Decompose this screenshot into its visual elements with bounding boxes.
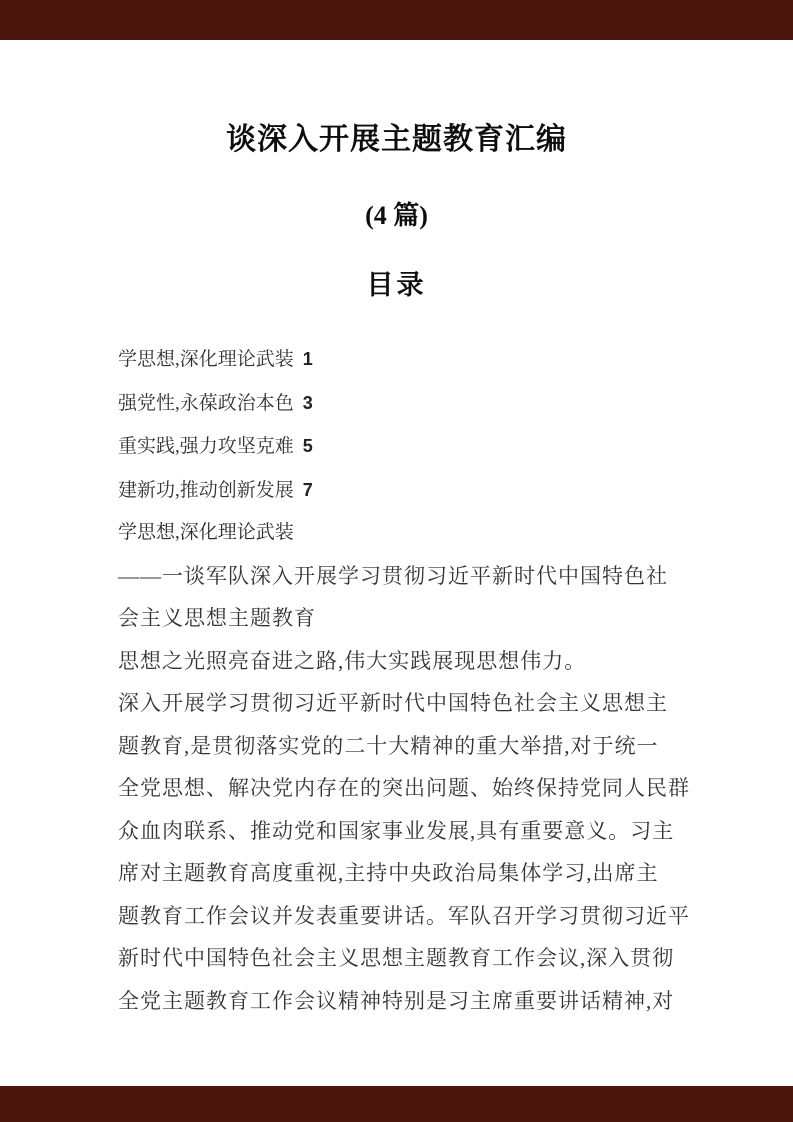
body-line: 席对主题教育高度重视,主持中央政治局集体学习,出席主 bbox=[118, 861, 659, 885]
top-border bbox=[0, 0, 793, 40]
article-lede: 思想之光照亮奋进之路,伟大实践展现思想伟力。 bbox=[118, 648, 587, 673]
toc-page-number: 5 bbox=[302, 436, 313, 456]
article-subtitle-line: 会主义思想主题教育 bbox=[118, 606, 316, 630]
toc-item bbox=[118, 469, 678, 513]
bottom-border bbox=[0, 1086, 793, 1122]
article-subtitle-line: ——一谈军队深入开展学习贯彻习近平新时代中国特色社 bbox=[118, 563, 668, 588]
body-line: 全党思想、解决党内存在的突出问题、始终保持党同人民群 bbox=[118, 776, 690, 800]
body-line: 深入开展学习贯彻习近平新时代中国特色社会主义思想主 bbox=[118, 691, 668, 715]
toc-item-title: 学思想,深化理论武装 bbox=[118, 349, 294, 370]
document-title: 谈深入开展主题教育汇编 bbox=[226, 123, 567, 156]
article-heading: 学思想,深化理论武装 bbox=[118, 522, 294, 543]
toc-item-title: 重实践,强力攻坚克难 bbox=[118, 436, 294, 457]
body-line: 全党主题教育工作会议精神特别是习主席重要讲话精神,对 bbox=[118, 988, 675, 1013]
toc-page-number: 1 bbox=[302, 349, 313, 369]
body-line: 众血肉联系、推动党和国家事业发展,具有重要意义。习主 bbox=[118, 818, 675, 843]
toc-page-number: 7 bbox=[302, 479, 313, 500]
toc-item bbox=[118, 338, 678, 382]
body-line: 题教育工作会议并发表重要讲话。军队召开学习贯彻习近平 bbox=[118, 903, 690, 928]
document-body bbox=[118, 338, 690, 1022]
toc-page-number: 3 bbox=[302, 392, 313, 413]
toc-item bbox=[118, 425, 678, 469]
body-line: 新时代中国特色社会主义思想主题教育工作会议,深入贯彻 bbox=[118, 946, 675, 970]
toc-item bbox=[118, 382, 678, 426]
body-line: 题教育,是贯彻落实党的二十大精神的重大举措,对于统一 bbox=[118, 733, 659, 758]
article-count-label: (4 篇) bbox=[365, 201, 428, 230]
toc-heading: 目录 bbox=[366, 270, 427, 300]
toc-item-title: 强党性,永葆政治本色 bbox=[118, 392, 294, 414]
toc-item-title: 建新功,推动创新发展 bbox=[118, 479, 294, 501]
